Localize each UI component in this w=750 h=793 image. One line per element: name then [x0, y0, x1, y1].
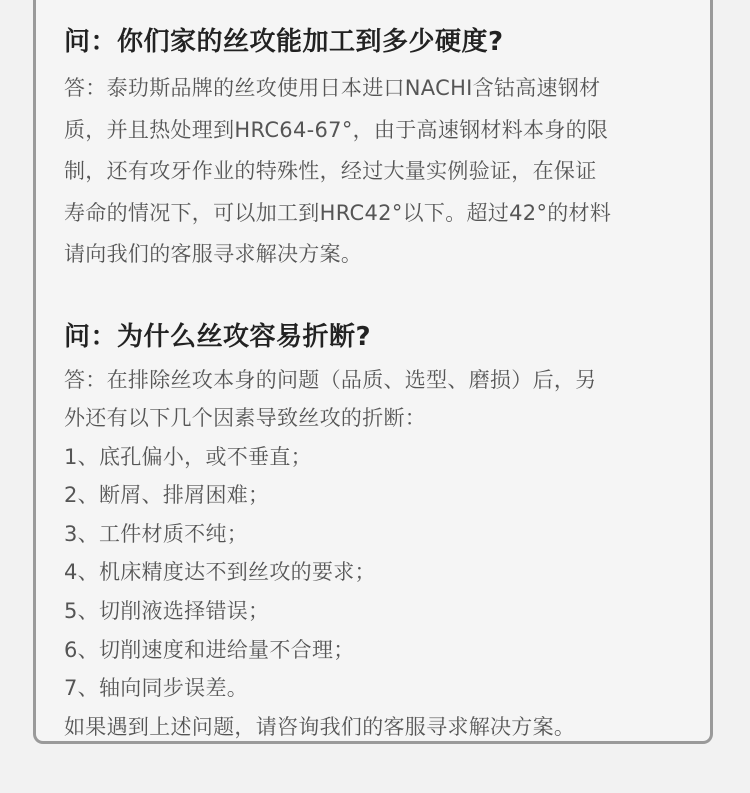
question-title: 问：你们家的丝攻能加工到多少硬度?	[64, 27, 504, 57]
answer-line: 答：泰玏斯品牌的丝攻使用日本进口NACHI含钴高速钢材	[64, 76, 601, 100]
answer-line: 寿命的情况下，可以加工到HRC42°以下。超过42°的材料	[64, 200, 612, 225]
answer-line: 外还有以下几个因素导致丝攻的折断：	[64, 406, 427, 431]
list-item: 2、断屑、排屑困难；	[64, 483, 270, 508]
answer-text	[64, 68, 694, 276]
faq-content	[64, 22, 694, 746]
list-item: 3、工件材质不纯；	[64, 521, 249, 546]
answer-line: 质，并且热处理到HRC64-67°，由于高速钢材料本身的限	[64, 117, 609, 142]
answer-text	[64, 361, 694, 747]
list-item: 6、切削速度和进给量不合理；	[64, 637, 355, 662]
faq-item-breakage	[64, 317, 694, 747]
list-item: 1、底孔偏小，或不垂直；	[64, 444, 312, 469]
answer-line: 制，还有攻牙作业的特殊性，经过大量实例验证，在保证	[64, 159, 597, 183]
list-item: 7、轴向同步误差。	[64, 676, 249, 701]
answer-line: 请向我们的客服寻求解决方案。	[64, 242, 363, 266]
faq-item-hardness	[64, 22, 694, 276]
answer-line: 答：在排除丝攻本身的问题（品质、选型、磨损）后，另	[64, 367, 597, 392]
answer-line: 如果遇到上述问题，请咨询我们的客服寻求解决方案。	[64, 714, 576, 739]
list-item: 4、机床精度达不到丝攻的要求；	[64, 560, 376, 585]
question-title: 问：为什么丝攻容易折断?	[64, 321, 372, 352]
list-item: 5、切削液选择错误；	[64, 599, 270, 624]
